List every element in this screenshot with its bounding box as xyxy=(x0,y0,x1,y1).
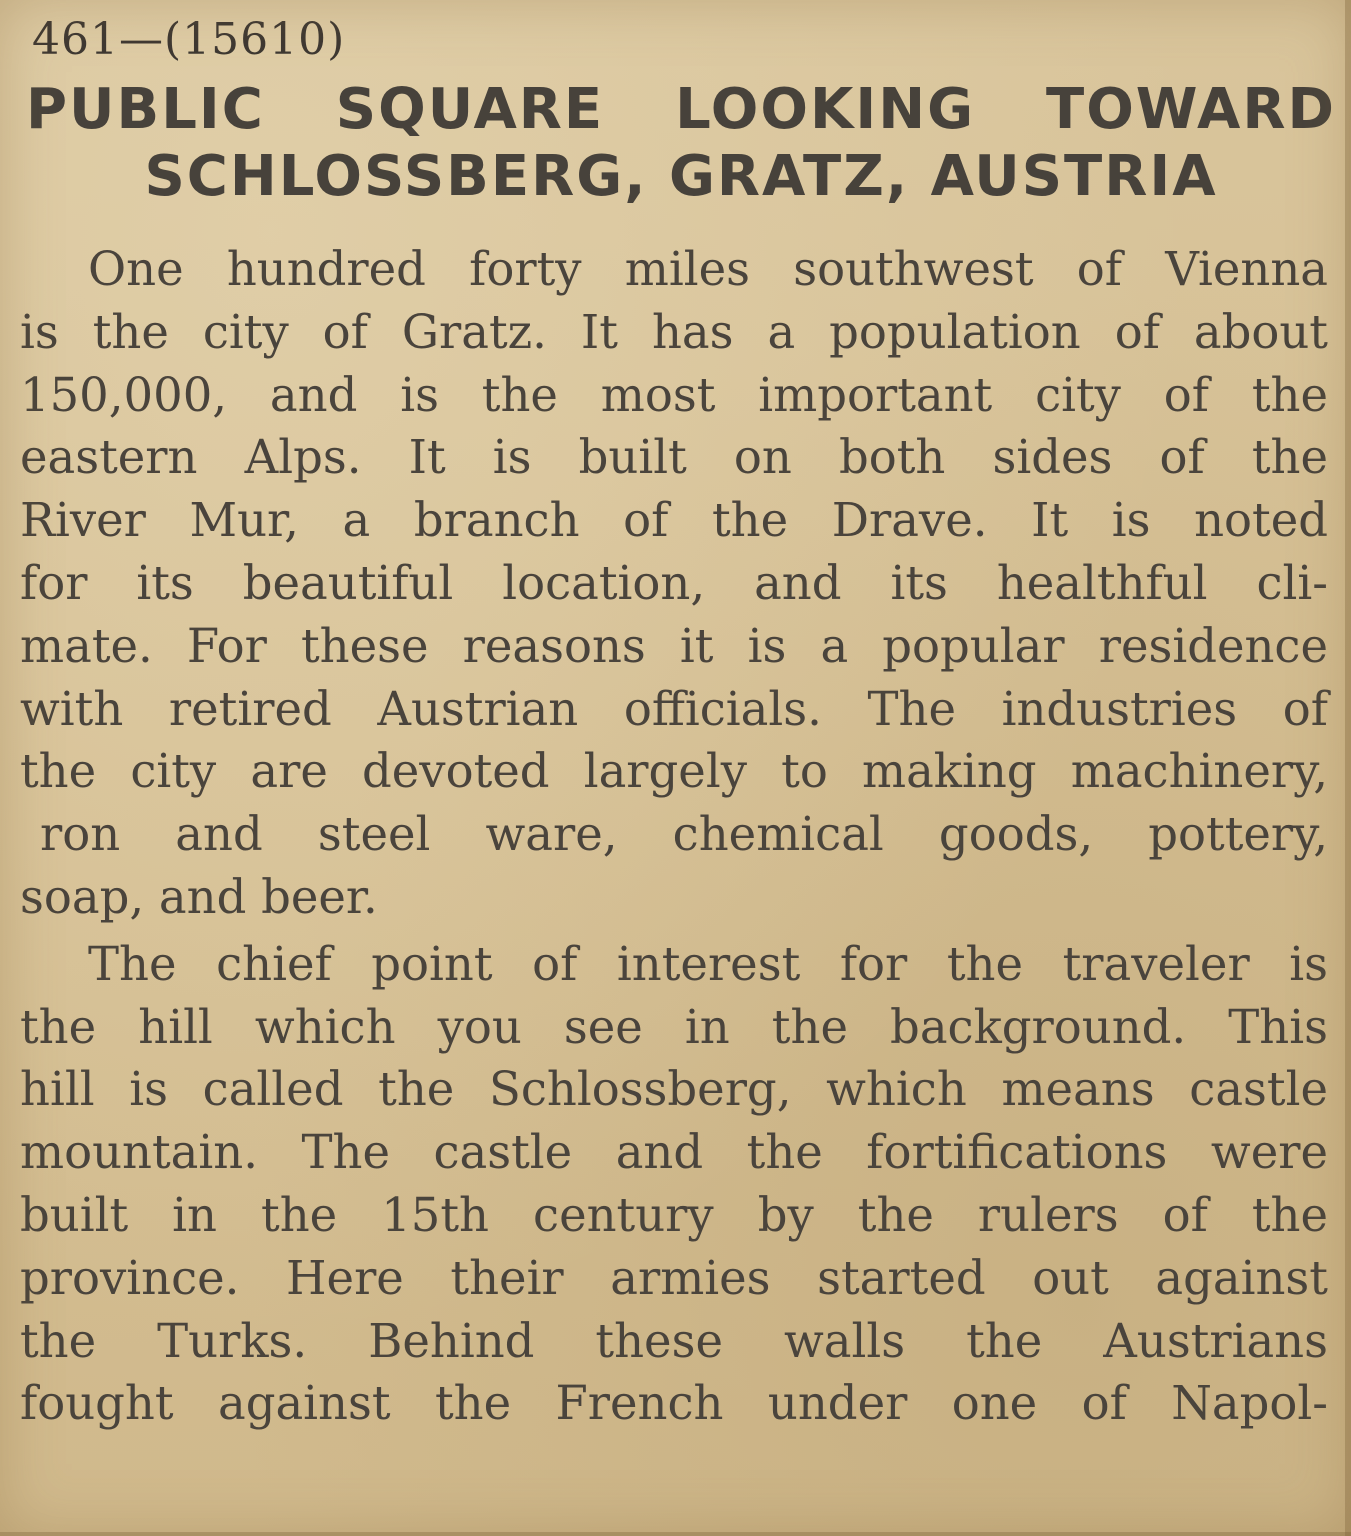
card-title xyxy=(26,76,1336,210)
title-line: PUBLIC SQUARE LOOKING TOWARD xyxy=(26,77,1336,142)
description-text xyxy=(20,238,1328,1435)
text-line: built in the 15th century by the rulers of the xyxy=(20,1187,1328,1242)
text-line: the hill which you see in the background. This xyxy=(20,999,1328,1054)
text-line: province. Here their armies started out against xyxy=(20,1250,1328,1305)
text-line: the city are devoted largely to making machinery, xyxy=(20,744,1328,799)
card-edge-shadow xyxy=(1345,0,1351,1536)
text-line: the Turks. Behind these walls the Austrians xyxy=(20,1313,1328,1368)
text-line: fought against the French under one of Napol- xyxy=(20,1376,1328,1431)
text-line: ron and steel ware, chemical goods, pottery, xyxy=(40,807,1328,862)
paragraph-2 xyxy=(20,933,1328,1435)
paragraph-1 xyxy=(20,238,1328,929)
text-line: soap, and beer. xyxy=(20,869,378,924)
card-edge-shadow xyxy=(0,1532,1351,1536)
text-line: mountain. The castle and the fortifications were xyxy=(20,1125,1328,1180)
text-line: hill is called the Schlossberg, which means castle xyxy=(20,1062,1328,1117)
text-line: 150,000, and is the most important city of the xyxy=(20,367,1328,422)
title-line: SCHLOSSBERG, GRATZ, AUSTRIA xyxy=(144,144,1218,209)
text-line: The chief point of interest for the traveler is xyxy=(88,936,1328,991)
text-line: with retired Austrian officials. The industries of xyxy=(20,681,1328,736)
catalog-number: 461—(15610) xyxy=(32,14,346,65)
text-line: mate. For these reasons it is a popular residence xyxy=(20,618,1328,673)
text-line: River Mur, a branch of the Drave. It is noted xyxy=(20,493,1328,548)
text-line: One hundred forty miles southwest of Vienna xyxy=(88,242,1328,296)
text-line: eastern Alps. It is built on both sides of the xyxy=(20,430,1328,485)
text-line: for its beautiful location, and its healthful cli- xyxy=(20,555,1328,610)
text-line: is the city of Gratz. It has a population of about xyxy=(20,304,1328,359)
